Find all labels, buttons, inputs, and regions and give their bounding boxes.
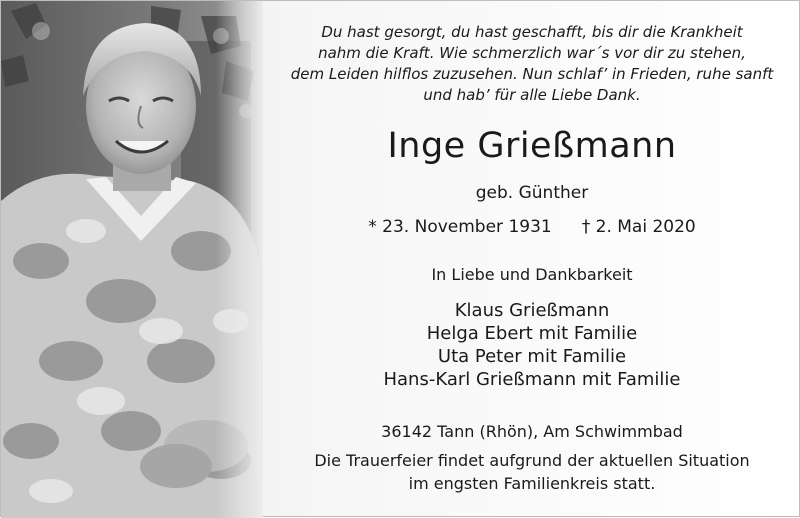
poem-line: Du hast gesorgt, du hast geschafft, bis dir die Krankheit [321, 23, 743, 41]
poem-line: dem Leiden hilflos zuzusehen. Nun schlaf’ in Frieden, ruhe sanft [290, 65, 774, 83]
thanks-line: In Liebe und Dankbarkeit [431, 265, 633, 284]
birth-date: * 23. November 1931 [368, 217, 552, 237]
mourner-name: Hans-Karl Grießmann mit Familie [383, 369, 681, 390]
photo-fade [1, 1, 263, 518]
poem-line: und hab’ für alle Liebe Dank. [423, 86, 641, 104]
funeral-notice [263, 449, 800, 495]
death-date: † 2. Mai 2020 [581, 217, 696, 237]
address: 36142 Tann (Rhön), Am Schwimmbad [381, 422, 683, 441]
portrait-photo [1, 1, 263, 518]
poem-line: nahm die Kraft. Wie schmerzlich war´s vor dir zu stehen, [318, 44, 746, 62]
mourner-name: Helga Ebert mit Familie [426, 323, 638, 344]
obituary-text [263, 1, 800, 518]
poem [263, 22, 800, 106]
mourners-list [263, 299, 800, 391]
life-dates [263, 217, 800, 237]
notice-line: im engsten Familienkreis statt. [408, 474, 656, 493]
maiden-name: geb. Günther [475, 183, 589, 203]
mourner-name: Uta Peter mit Familie [437, 346, 627, 367]
mourner-name: Klaus Grießmann [454, 300, 610, 321]
deceased-name: Inge Grießmann [387, 126, 677, 166]
notice-line: Die Trauerfeier findet aufgrund der aktuellen Situation [314, 451, 750, 470]
